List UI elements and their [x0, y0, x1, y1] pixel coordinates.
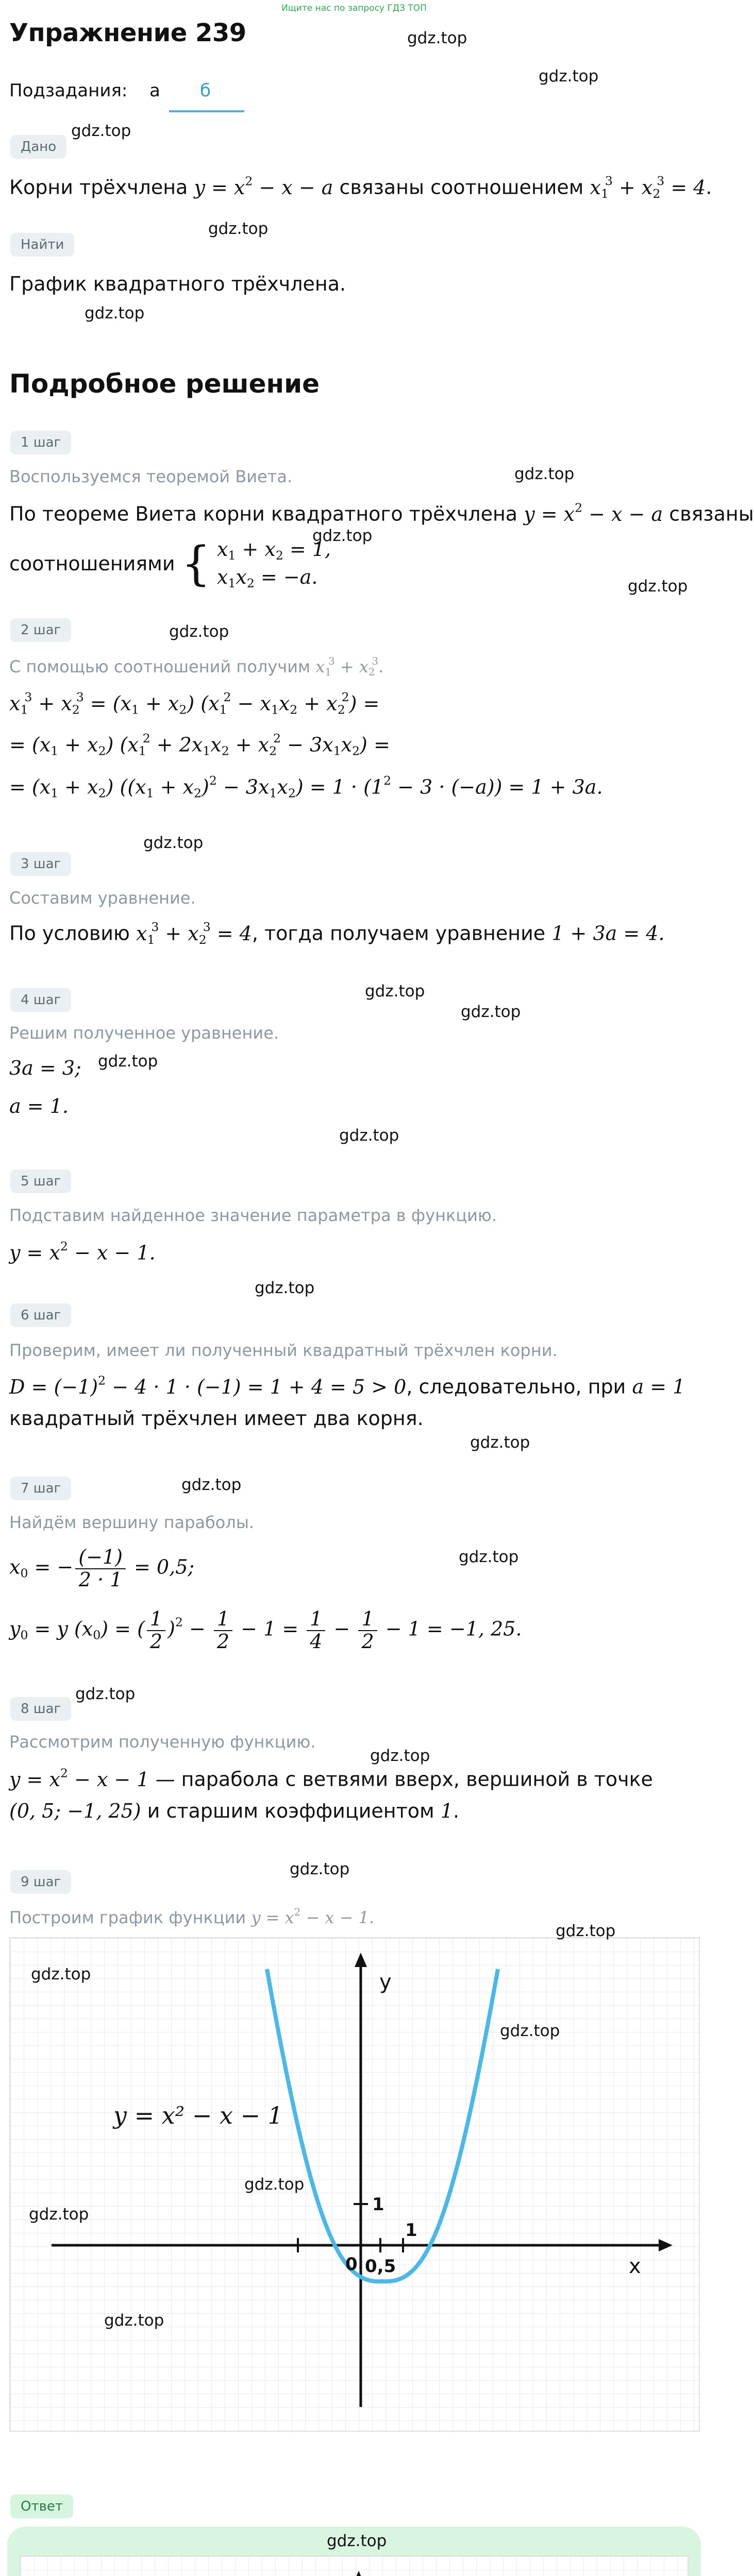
step-2-eq2: = (x1 + x2) $(x1^2 + 2x1x2 + x2^2 - 3x1x2)$ = — [9, 731, 390, 758]
step-1-line2: соотношениями { x1 + x2 = 1, x1x2 = −a. — [9, 537, 331, 591]
step-8-text-b: — парабола с ветвями вверх, вершиной в точке — [155, 1768, 653, 1791]
watermark: gdz.top — [470, 1433, 530, 1452]
step-7-eq1: x0 = − $\frac{(-1)}{2 \cdot 1}$ = 0,5; — [9, 1546, 195, 1591]
subtasks-label: Подзадания: — [9, 80, 128, 101]
step-7-note: Найдём вершину параболы. — [9, 1513, 255, 1532]
step-8-line1: $y = x^2 - x - 1$ — парабола с ветвями вверх, вершиной в точке — [9, 1766, 653, 1791]
step-7-pill: 7 шаг — [10, 1477, 71, 1500]
step-1-line1: По теореме Виета корни квадратного трёхчлена $y = x^2 - x - a$ связаны — [9, 500, 754, 526]
step-4-eq1: 3a = 3; — [9, 1057, 81, 1079]
step-8-text-2b: и старшим коэффициентом — [147, 1800, 434, 1822]
watermark: gdz.top — [98, 1052, 158, 1071]
watermark: gdz.top — [539, 67, 599, 86]
watermark: gdz.top — [327, 2532, 387, 2550]
watermark: gdz.top — [71, 122, 131, 140]
watermark: gdz.top — [500, 2022, 560, 2040]
step-6-text-b: , следовательно, при — [406, 1375, 626, 1398]
watermark: gdz.top — [31, 1965, 91, 1984]
active-tab-indicator — [169, 110, 244, 112]
step-9-note: Построим график функции $y = x^2 - x - 1$. — [9, 1906, 375, 1927]
step-3-note: Составим уравнение. — [9, 888, 196, 908]
top-banner[interactable]: Ищите нас по запросу ГДЗ ТОП — [281, 3, 427, 13]
watermark: gdz.top — [290, 1860, 350, 1878]
watermark: gdz.top — [104, 2311, 164, 2330]
step-4-note: Решим полученное уравнение. — [9, 1023, 279, 1043]
watermark: gdz.top — [29, 2205, 89, 2224]
watermark: gdz.top — [143, 834, 204, 852]
watermark: gdz.top — [461, 1003, 521, 1021]
watermark: gdz.top — [628, 577, 688, 596]
watermark: gdz.top — [85, 304, 145, 323]
step-1-pill: 1 шаг — [10, 431, 71, 454]
watermark: gdz.top — [208, 219, 269, 238]
step-3-text-b: , тогда получаем уравнение — [252, 922, 546, 945]
step-3-text: По условию — [9, 922, 130, 945]
watermark: gdz.top — [169, 622, 229, 641]
page-title: Упражнение 239 — [9, 19, 246, 47]
step-2-pill: 2 шаг — [10, 618, 71, 642]
step-2-note-text: С помощью соотношений получим — [9, 656, 311, 676]
watermark: gdz.top — [244, 2175, 305, 2194]
graph-answer-svg — [21, 2556, 690, 2576]
step-6-note: Проверим, имеет ли полученный квадратный трёхчлен корни. — [9, 1341, 558, 1360]
step-3-line1: По условию $x1^3 + x2^3 = 4$, тогда получаем уравнение 1 + 3a = 4. — [9, 920, 665, 947]
graph-solution — [9, 1937, 700, 2432]
given-text: Корни трёхчлена $y = x^2 - x - a$ связаны соотношением $x1^3 + x2^3 = 4$. — [9, 174, 712, 201]
step-5-eq: $y = x^2 - x - 1$. — [9, 1239, 156, 1264]
step-4-eq2: a = 1. — [9, 1095, 69, 1117]
watermark: gdz.top — [370, 1747, 430, 1765]
watermark: gdz.top — [556, 1922, 616, 1940]
axis-label-x: x — [629, 2255, 641, 2278]
find-text: График квадратного трёхчлена. — [9, 273, 346, 295]
watermark: gdz.top — [181, 1476, 242, 1494]
subtask-tab-a[interactable]: а — [149, 80, 160, 101]
step-6-line2: квадратный трёхчлен имеет два корня. — [9, 1407, 424, 1430]
label-zero: 0 — [345, 2254, 358, 2275]
step-8-pill: 8 шаг — [10, 1697, 71, 1721]
find-pill: Найти — [10, 233, 74, 257]
step-6-pill: 6 шаг — [10, 1303, 71, 1327]
step-3-pill: 3 шаг — [10, 852, 71, 876]
label-one-x: 1 — [405, 2220, 417, 2241]
step-2-eq3: = (x1 + x2) $((x1 + x2)^2 - 3x1x2) = 1 \cdot (1^2 - 3 \cdot (-a)) = 1 + 3a$. — [9, 773, 603, 801]
watermark: gdz.top — [339, 1126, 399, 1145]
watermark: gdz.top — [75, 1685, 136, 1703]
step-6-line1: $D = (-1)^2 - 4 \cdot 1 \cdot (-1) = 1 + 4 = 5 > 0$, следовательно, при a = 1 — [9, 1373, 685, 1398]
step-8-note: Рассмотрим полученную функцию. — [9, 1732, 316, 1752]
step-9-pill: 9 шаг — [10, 1870, 71, 1894]
step-1-text-2: соотношениями — [9, 552, 175, 575]
step-5-pill: 5 шаг — [10, 1170, 71, 1193]
given-pill: Дано — [10, 135, 66, 159]
watermark: gdz.top — [407, 29, 467, 47]
given-text-end: . — [706, 176, 712, 199]
step-2-note: С помощью соотношений получим $x1^3 + x2^3$. — [9, 655, 384, 678]
step-4-pill: 4 шаг — [10, 988, 71, 1012]
watermark: gdz.top — [255, 1279, 315, 1297]
step-5-note: Подставим найденное значение параметра в функцию. — [9, 1206, 497, 1225]
watermark: gdz.top — [459, 1548, 519, 1566]
graph-answer — [20, 2555, 689, 2576]
graph-grid — [10, 1938, 701, 2433]
step-1-text-b: связаны — [669, 502, 754, 526]
solution-heading: Подробное решение — [9, 369, 320, 399]
step-2-eq1: $x1^3 + x2^3 = (x1 + x2) (x1^2 - x1x2 + x2^2)$ = — [9, 690, 380, 717]
given-text-mid: связаны соотношением — [339, 176, 584, 199]
answer-pill: Ответ — [10, 2495, 73, 2518]
label-one-y: 1 — [372, 2194, 384, 2215]
watermark: gdz.top — [365, 982, 425, 1001]
step-1-text: По теореме Виета корни квадратного трёхчлена — [9, 502, 518, 526]
step-7-eq2: y0 = y (x0) = ( $\frac{1}{2}$ )$^2$ − $\frac{1}{2}$ − 1 = $\frac{1}{4}$ − $\frac{1}{2}$ − 1 = −1, 25. — [9, 1607, 522, 1653]
step-9-note-text: Построим график функции — [9, 1907, 246, 1927]
watermark: gdz.top — [312, 527, 373, 545]
label-half: 0,5 — [365, 2256, 396, 2277]
graph-grid — [21, 2556, 690, 2576]
subtask-tab-b[interactable]: б — [200, 80, 211, 101]
watermark: gdz.top — [514, 465, 575, 483]
graph-solution-svg — [10, 1938, 701, 2433]
step-1-note: Воспользуемся теоремой Виета. — [9, 467, 293, 486]
graph-formula: y = x² − x − 1 — [113, 2102, 283, 2129]
axis-label-y: y — [379, 1970, 392, 1994]
given-text-prefix: Корни трёхчлена — [9, 176, 188, 199]
step-8-line2: (0, 5; −1, 25) и старшим коэффициентом 1. — [9, 1800, 460, 1822]
